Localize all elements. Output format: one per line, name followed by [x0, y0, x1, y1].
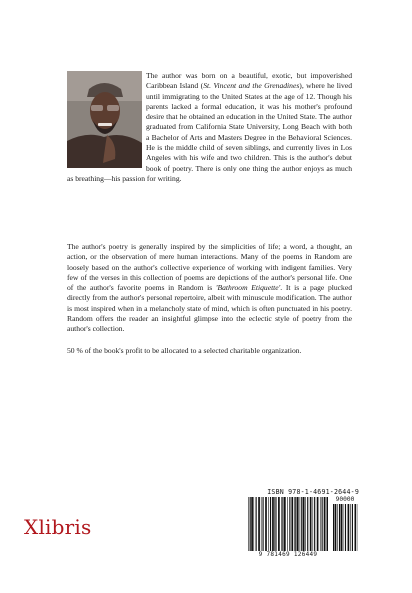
barcode-bar: [258, 497, 260, 551]
barcode-bar: [253, 497, 254, 551]
barcode-bar: [320, 497, 321, 551]
barcode-bar: [294, 497, 295, 551]
barcode-bar: [275, 497, 276, 551]
barcode-bar: [313, 497, 314, 551]
barcode-bar: [272, 497, 274, 551]
barcode-bar: [341, 504, 343, 551]
favorite-poem-title: 'Bathroom Etiquette': [215, 283, 281, 293]
publisher-logo: Xlibris: [24, 515, 92, 539]
barcode-bar: [355, 504, 357, 551]
barcode-bar: [326, 497, 327, 551]
barcode-bar: [317, 497, 319, 551]
poetry-description: [67, 242, 352, 335]
barcode-bar: [305, 497, 306, 551]
barcode-digits: 9 781469 126449: [258, 551, 318, 558]
barcode-bar: [250, 497, 251, 551]
barcode-bar: [295, 497, 296, 551]
barcode-bar: [281, 497, 282, 551]
barcode-bar: [337, 504, 338, 551]
barcode-bar: [327, 497, 328, 551]
barcode-bar: [348, 504, 350, 551]
barcode-bar: [333, 504, 334, 551]
author-bio: [67, 71, 352, 184]
barcode-bar: [310, 497, 312, 551]
barcode-bar: [291, 497, 293, 551]
poetry-description-end: . It is a page plucked directly from the author's personal repertoire, albeit with minuscule modification. The author is most inspired when in a melancholy state of mind, which is often punctuated in his poetry. Random offers the reader an insightful glimpse into the eclectic style of poetry from the author's collection.: [67, 283, 353, 334]
bio-place-name: St. Vincent and the Grenadines: [203, 81, 300, 91]
barcode-bar: [303, 497, 305, 551]
barcode-bar: [268, 497, 269, 551]
barcode-bar: [270, 497, 271, 551]
barcode-bar: [339, 504, 340, 551]
barcode-bar: [300, 497, 301, 551]
barcode-bar: [265, 497, 267, 551]
barcode-bar: [301, 497, 302, 551]
isbn-number: ISBN 978-1-4691-2644-9: [267, 488, 359, 496]
barcode-bar: [350, 504, 351, 551]
barcode-bar: [278, 497, 280, 551]
barcode-bar: [287, 497, 288, 551]
barcode-bar: [322, 497, 323, 551]
barcode-bar: [261, 497, 262, 551]
charity-note: 50 % of the book's profit to be allocated to a selected charitable organization.: [67, 346, 302, 355]
barcode-bar: [307, 497, 308, 551]
barcode-bar: [352, 504, 353, 551]
barcode-bar: [314, 497, 315, 551]
barcode-bar: [282, 497, 283, 551]
barcode-bar: [297, 497, 299, 551]
barcode-bar: [251, 497, 253, 551]
bio-text-start: The author was born on a beautiful, exotic, but impoverished Caribbean Island (: [146, 71, 352, 91]
isbn-barcode: [247, 488, 359, 560]
barcode-bar: [284, 497, 286, 551]
barcode-bar: [263, 497, 264, 551]
barcode-bars: [247, 497, 329, 551]
barcode-bar: [274, 497, 275, 551]
barcode-bar: [256, 497, 257, 551]
barcode-addon-number: 90000: [335, 496, 355, 503]
photo-wrap-spacer: [67, 71, 146, 170]
barcode-bar: [335, 504, 337, 551]
barcode-bar: [248, 497, 249, 551]
poetry-description-start: The author's poetry is generally inspired by the simplicities of life; a word, a thought, an action, or the observation of mere human interactions. Many of the poems in Random are loosely based on the author's collective experience of working with indigent families. Very few of the verses in this collection of poems are depictions of the author's personal life. One of the author's favorite poems in Random is: [67, 242, 352, 293]
barcode-bar: [324, 497, 326, 551]
barcode-bar: [345, 504, 346, 551]
barcode-bar: [343, 504, 344, 551]
barcode-addon-bars: [332, 504, 359, 551]
bio-text-end: ), where he lived until immigrating to the United States at the age of 12. Though his parents lacked a formal education, it was his mother's profound desire that he obtained an education in the United State. The author graduated from California State University, Long Beach with both a Bachelor of Arts and Masters Degree in the Behavioral Sciences. He is the middle child of seven siblings, and currently lives in Los Angeles with his wife and two children. This is the author's debut book of poetry. There is only one thing the author enjoys as much as breathing—his passion for writing.: [67, 81, 352, 183]
barcode-bar: [289, 497, 290, 551]
